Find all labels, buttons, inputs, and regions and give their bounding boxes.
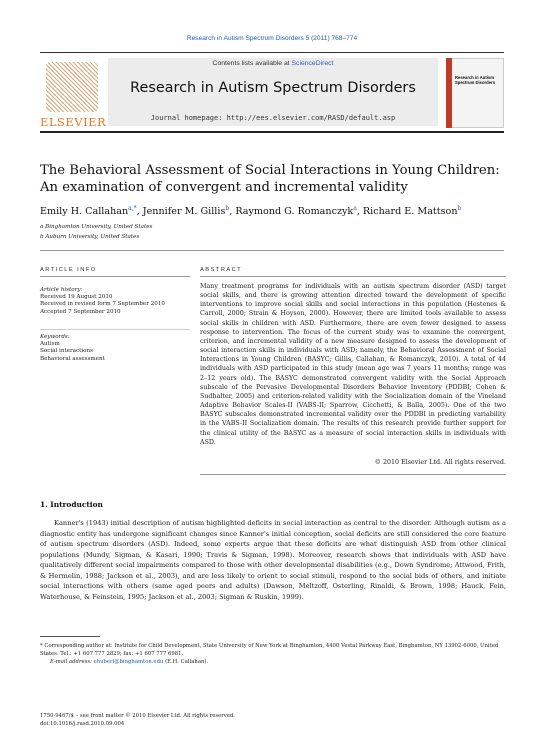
doi-link[interactable]: doi:10.1016/j.rasd.2010.09.004	[40, 721, 125, 728]
author-affil-mark[interactable]: a,*	[128, 205, 137, 212]
masthead-top-rule	[40, 52, 504, 53]
page-bottom-info	[40, 712, 235, 728]
history-received: Received 19 August 2010	[40, 294, 113, 301]
journal-title: Research in Autism Spectrum Disorders	[130, 80, 416, 96]
keyword-item: Social interactions	[40, 348, 93, 355]
author-name: Emily H. Callahan	[40, 206, 129, 218]
article-title	[40, 162, 510, 196]
footnote	[40, 642, 506, 667]
contents-prefix: Contents lists available at	[212, 60, 290, 67]
abstract-heading: ABSTRACT	[200, 267, 243, 273]
introduction-body	[40, 518, 506, 602]
abstract-rule	[200, 276, 506, 277]
section-heading-introduction: 1. Introduction	[40, 500, 103, 509]
masthead-bottom-rule	[40, 131, 504, 133]
contents-line	[108, 60, 438, 67]
affiliation-a: a Binghamton University, United States	[40, 224, 153, 230]
email-line	[40, 658, 506, 666]
header-rule	[40, 250, 504, 251]
article-title-line2: An examination of convergent and incremental validity	[40, 180, 408, 195]
keywords-rule	[40, 329, 190, 330]
article-info-rule	[40, 276, 190, 277]
introduction-paragraph: Kanner's (1943) initial description of autism highlighted deficits in social interaction as central to the disorder. Although autism as a diagnostic entity has undergone significant changes since Kanner's initial conception, social deficits are still considered the core feature of autism spectrum disorders (ASD). Indeed, some experts argue that these deficits are what distinguish ASD from other clinical populations (Mundy, Sigman, & Kasari, 1990; Travis & Sigman, 1998). Moreover, research shows that individuals with ASD have qualitatively different social impairments compared to those with other developmental disabilities (e.g., Down Syndrome; Attwood, Frith, & Hermelin, 1988; Jackson et al., 2003), and are less likely to orient to social stimuli, respond to the social bids of others, and initiate social interactions with others (same aged peers and adults) (Dawson, Meltzoff, Osterling, Rinaldi, & Brown, 1998; Hauck, Fein, Waterhouse, & Feinstein, 1995; Jackson et al., 2003; Sigman & Ruskin, 1999).	[40, 519, 506, 601]
author-affil-mark[interactable]: b	[225, 205, 230, 212]
sciencedirect-link[interactable]: ScienceDirect	[291, 60, 334, 67]
corresponding-author-note: * Corresponding author at: Institute for Child Development, State University of New York at Binghamton, 4400 Vestal Parkway East, Binghamton, NY 13902-6000, United States. Tel.: +1 607 777 2829; fax: +1 607 777 6981.	[40, 643, 499, 658]
keywords-label: Keywords:	[40, 334, 70, 340]
author-name: Richard E. Mattson	[362, 206, 458, 218]
issn-line: 1750-9467/$ – see front matter © 2010 Elsevier Ltd. All rights reserved.	[40, 713, 235, 719]
keyword-item: Behavioral assessment	[40, 355, 105, 362]
author-affil-mark[interactable]: a	[353, 205, 357, 212]
email-label: E-mail address:	[50, 659, 92, 666]
keyword-item: Autism	[40, 341, 60, 348]
abstract-bottom-rule	[200, 474, 506, 475]
journal-cover-thumbnail	[446, 58, 504, 128]
article-history	[40, 287, 195, 316]
article-info-heading: ARTICLE INFO	[40, 267, 97, 273]
history-revised: Received in revised form 7 September 2010	[40, 301, 165, 308]
author-name: Raymond G. Romanczyk	[235, 206, 354, 218]
author-list: Emily H. Callahan$^{a,*}$, Jennifer M. Gillis$^b$, Raymond G. Romanczyk$^a$, Richard E. Mattson$^b$	[40, 205, 462, 218]
affiliation-b: b Auburn University, United States	[40, 234, 140, 240]
elsevier-tree-logo	[46, 62, 98, 112]
email-link[interactable]: ehuberl@binghamton.edu	[93, 659, 164, 666]
history-label: Article history:	[40, 287, 83, 293]
cover-band	[446, 58, 452, 128]
author-affil-mark[interactable]: b	[457, 205, 462, 212]
article-title-line1: The Behavioral Assessment of Social Interactions in Young Children:	[40, 163, 500, 178]
footnote-rule	[40, 636, 100, 637]
journal-homepage[interactable]: Journal homepage: http://ees.elsevier.com/RASD/default.asp	[150, 114, 396, 122]
history-accepted: Accepted 7 September 2010	[40, 308, 121, 315]
email-suffix: (E.H. Callahan).	[165, 659, 209, 666]
journal-reference[interactable]: Research in Autism Spectrum Disorders 5 (2011) 768–774	[186, 35, 358, 42]
abstract-copyright: © 2010 Elsevier Ltd. All rights reserved.	[374, 459, 506, 466]
publisher-logo-text: ELSEVIER	[40, 115, 107, 129]
abstract-text: Many treatment programs for individuals with an autism spectrum disorder (ASD) target social skills, and there is growing attention directed toward the development of specific interventions to improve social skills and social interactions in this population (Hestenes & Carroll, 2000; Strain & Hoyson, 2000). However, there are limited tools available to assess social skills in children with ASD. Furthermore, there are even fewer designed to assess response to intervention. The focus of the current study was to examine the convergent, criterion, and incremental validity of a new measure designed to assess the development of social interaction skills in individuals with ASD; namely, the Behavioral Assessment of Social Interactions in Young Children (BASYC; Gillis, Callahan, & Romanczyk, 2010). A total of 44 individuals with ASD participated in this study (mean age was 7 years 11 months; range was 2–12 years old). The BASYC demonstrated convergent validity with the Social Approach subscale of the Pervasive Developmental Disorders Behavior Inventory (PDDBI; Cohen & Sudhalter, 2005) and criterion-related validity with the Socialization domain of the Vineland Adaptive Behavior Scales-II (VABS-II; Sparrow, Cicchetti, & Balla, 2005). One of the two BASYC subscales demonstrated incremental validity over the PDDBI in predicting variability in the VABS-II Socialization domain. The results of this research provide further support for the clinical utility of the BASYC as a measure of social interaction skills in individuals with ASD.	[200, 283, 506, 446]
cover-title: Research in Autism Spectrum Disorders	[455, 75, 496, 85]
author-name: Jennifer M. Gillis	[142, 206, 226, 218]
keywords	[40, 334, 195, 363]
